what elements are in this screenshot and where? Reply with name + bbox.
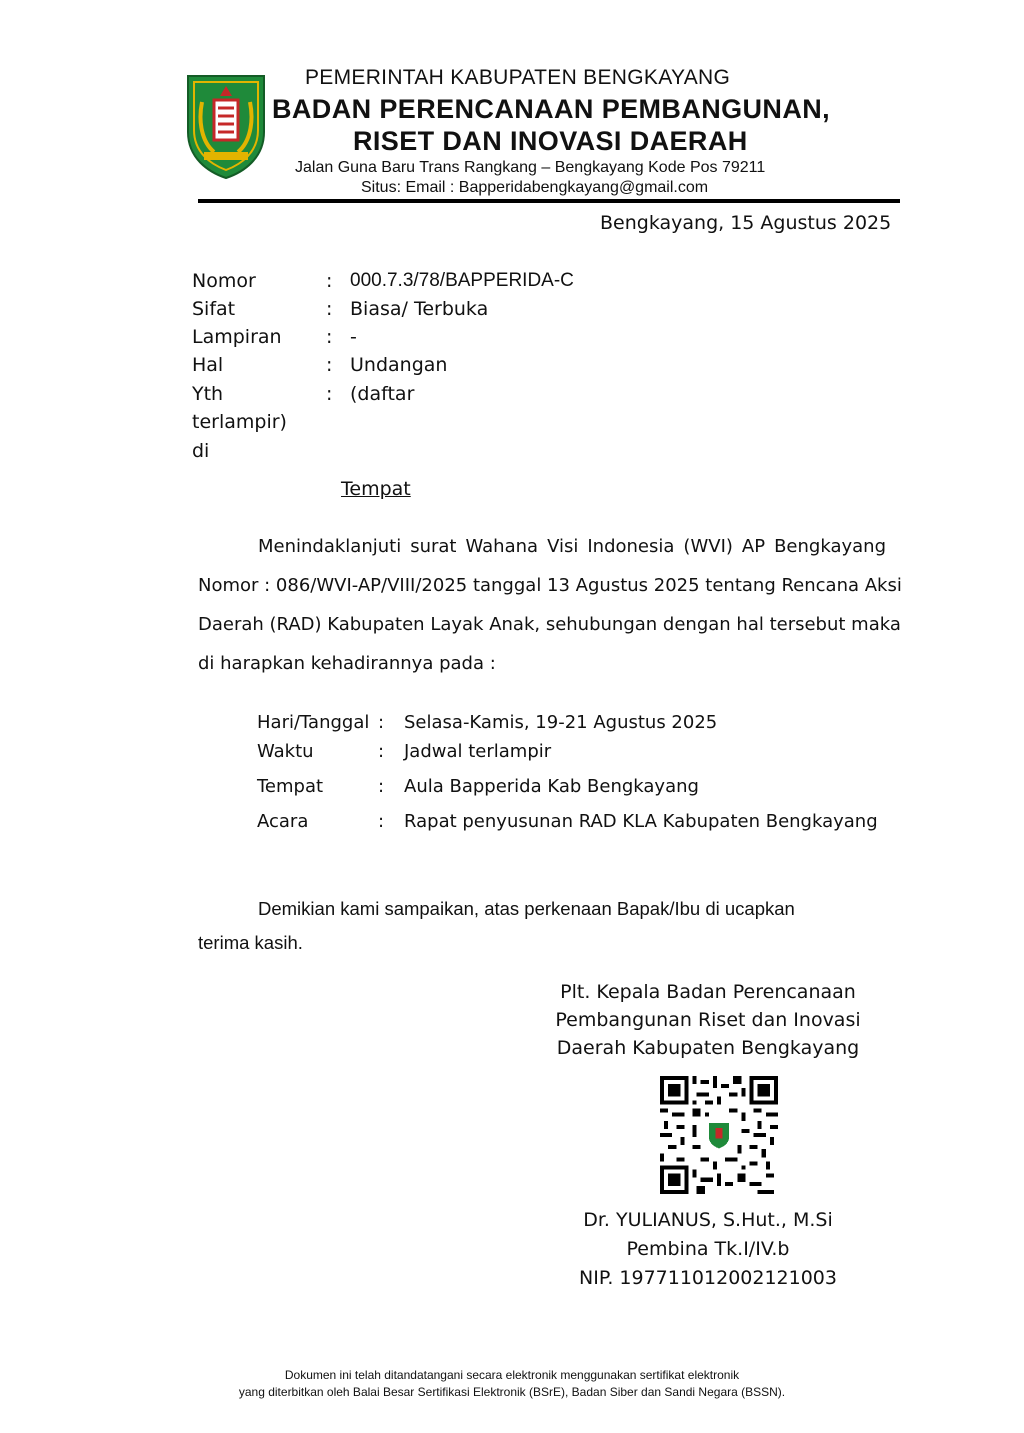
meta-label-sifat: Sifat	[192, 298, 236, 320]
agency-name-line-2: RISET DAN INOVASI DAERAH	[353, 126, 748, 156]
e-signature-notice	[150, 1367, 874, 1401]
detail-label-time: Waktu	[257, 741, 314, 762]
signatory-title-line-3: Daerah Kabupaten Bengkayang	[556, 1037, 860, 1059]
signatory-title	[540, 978, 876, 1062]
closing-paragraph	[198, 892, 868, 960]
agency-contact: Situs: Email : Bapperidabengkayang@gmail.com	[361, 179, 709, 196]
meta-label-lampiran: Lampiran	[192, 326, 282, 348]
meta-value-nomor: 000.7.3/78/BAPPERIDA-C	[350, 270, 574, 291]
closing-line-1: Demikian kami sampaikan, atas perkenaan Bapak/Ibu di ucapkan	[258, 898, 795, 919]
signature-qr-code-icon	[660, 1076, 778, 1194]
detail-value-venue: Aula Bapperida Kab Bengkayang	[404, 776, 699, 797]
detail-label-venue: Tempat	[257, 776, 324, 797]
meta-value-sifat: Biasa/ Terbuka	[350, 298, 489, 320]
signatory-title-line-1: Plt. Kepala Badan Perencanaan	[560, 981, 856, 1003]
body-line-3-text: Daerah (RAD) Kabupaten Layak Anak, sehubungan dengan hal tersebut maka	[198, 614, 901, 635]
detail-value-date: Selasa-Kamis, 19-21 Agustus 2025	[404, 712, 718, 733]
closing-line-2: terima kasih.	[198, 932, 303, 953]
meta-value-yth: (daftar	[350, 383, 415, 405]
meta-colon: :	[326, 383, 333, 405]
detail-colon: :	[378, 811, 385, 832]
body-line-4-text: di harapkan kehadirannya pada :	[198, 653, 496, 674]
detail-value-time: Jadwal terlampir	[404, 741, 552, 762]
regency-coat-of-arms-icon	[184, 72, 268, 180]
meta-label-yth: Yth	[192, 383, 224, 405]
detail-colon: :	[378, 741, 385, 762]
meta-value-hal: Undangan	[350, 354, 448, 376]
body-paragraph	[198, 536, 902, 686]
letterhead-divider	[198, 199, 900, 203]
e-signature-notice-line-2: yang diterbitkan oleh Balai Besar Sertifikasi Elektronik (BSrE), Badan Siber dan Sandi Negara (BSSN).	[238, 1385, 786, 1399]
recipient-continuation: terlampir)	[192, 411, 287, 433]
e-signature-notice-line-1: Dokumen ini telah ditandatangani secara elektronik menggunakan sertifikat elektronik	[284, 1368, 740, 1382]
meta-colon: :	[326, 326, 333, 348]
detail-colon: :	[378, 712, 385, 733]
meta-label-hal: Hal	[192, 354, 224, 376]
meta-colon: :	[326, 354, 333, 376]
meta-value-lampiran: -	[350, 326, 357, 348]
body-line-2-text: Nomor : 086/WVI-AP/VIII/2025 tanggal 13 Agustus 2025 tentang Rencana Aksi	[198, 575, 902, 596]
detail-colon: :	[378, 776, 385, 797]
detail-label-agenda: Acara	[257, 811, 309, 832]
recipient-location-prefix: di	[192, 440, 210, 462]
recipient-place: Tempat	[341, 478, 411, 500]
signatory-rank: Pembina Tk.I/IV.b	[626, 1238, 790, 1260]
body-line-1	[258, 536, 886, 557]
government-name: PEMERINTAH KABUPATEN BENGKAYANG	[305, 66, 731, 89]
detail-label-date: Hari/Tanggal	[257, 712, 370, 733]
signatory-identity	[540, 1206, 876, 1293]
signatory-name: Dr. YULIANUS, S.Hut., M.Si	[583, 1209, 833, 1231]
agency-name-line-1: BADAN PERENCANAAN PEMBANGUNAN,	[272, 94, 831, 124]
signatory-title-line-2: Pembangunan Riset dan Inovasi	[555, 1009, 861, 1031]
letter-date: Bengkayang, 15 Agustus 2025	[600, 212, 892, 234]
detail-value-agenda: Rapat penyusunan RAD KLA Kabupaten Bengkayang	[404, 811, 878, 832]
agency-address: Jalan Guna Baru Trans Rangkang – Bengkayang Kode Pos 79211	[295, 159, 766, 176]
body-line-1-text: Menindaklanjuti surat Wahana Visi Indonesia (WVI) AP Bengkayang	[258, 536, 886, 557]
signatory-nip: NIP. 197711012002121003	[579, 1267, 837, 1289]
body-line-2	[198, 575, 902, 596]
meta-colon: :	[326, 270, 333, 292]
meta-colon: :	[326, 298, 333, 320]
body-line-3	[198, 614, 901, 635]
body-line-4	[198, 653, 496, 674]
meta-label-nomor: Nomor	[192, 270, 256, 292]
